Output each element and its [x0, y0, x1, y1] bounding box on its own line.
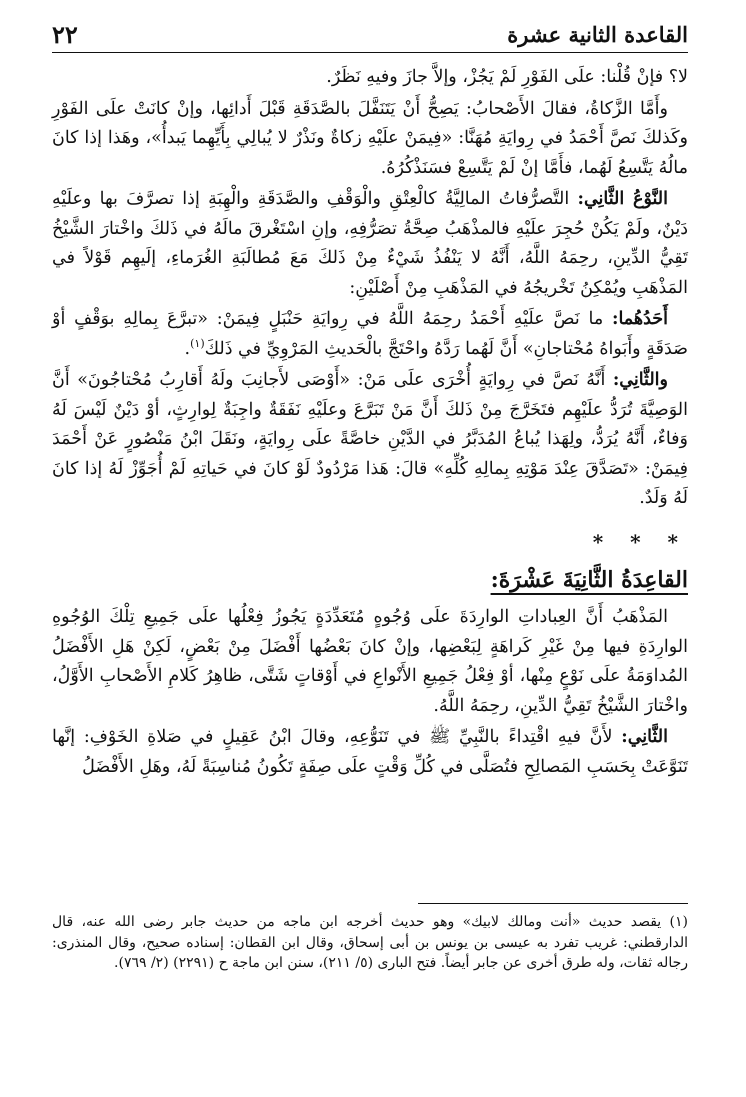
page-body	[52, 63, 688, 782]
paragraph-7-lead: الثَّانِي:	[621, 727, 668, 747]
paragraph-5-text: أَنَّهُ نَصَّ في رِوايَةٍ أُخْرَى علَى مَنْ: «أَوْصَى لأَجانِبَ ولَهُ أَقارِبُ مُحْتاجُونَ» أَنَّ الوَصِيَّةَ تُرَدُّ علَيْهِم فتَخَرَّجَ مِنْ ذَلكَ أَنَّ مَنْ تَبَرَّعَ وعلَيْهِ نَفَقَةٌ واجِبَةٌ لِوارِثٍ، أوْ دَيْنٌ لَيْسَ لَهُ وَفاءٌ، أَنَّهُ يُرَدُّ، ولِهَذا يُباعُ المُدَبَّرُ في الدَّيْنِ خاصَّةً علَى رِوايَةٍ، ونَقَلَ ابْنُ مَنْصُورٍ عَنْ أَحْمَدَ فِيمَنْ: «تَصَدَّقَ عِنْدَ مَوْتِهِ بِمالِهِ كُلِّهِ» قالَ: هَذا مَرْدُودٌ لَوْ كانَ في حَياتِهِ لَمْ أُجَوِّزْ لَهُ إذا كانَ لَهُ وَلَدٌ.	[52, 370, 688, 508]
footnote: (١) يقصد حديث «أنت ومالك لابيك» وهو حديث أخرجه ابن ماجه من حديث جابر رضى الله عنه، قال الدارقطني: غريب تفرد به عيسى بن يونس بن أبى إسحاق، وقال ابن القطان: إسناده صحيح، وقال المنذرى: رجاله ثقات، وله طرق أخرى عن جابر أيضاً. فتح البارى (٥/ ٢١١)، سنن ابن ماجة ح (٢٢٩١) (٢/ ٧٦٩).	[52, 914, 688, 971]
paragraph-4-end: .	[184, 338, 191, 359]
paragraph-3-text: التَّصرُّفاتُ المالِيَّةُ كالْعِتْقِ والْوَقْفِ والصَّدَقَةِ والْهِبَةِ إذا تصرَّفَ بها وعلَيْهِ دَيْنٌ، ولَمْ يَكُنْ حُجِرَ علَيْهِ فالمذْهَبُ صِحَّةُ تصَرُّفِهِ، وإنِ اسْتَغْرقَ مالَهُ في ذَلكَ واخْتارَ الشَّيْخُ تَقِيُّ الدِّينِ، رحِمَهُ اللَّهُ، أَنَّهُ لا يَنْفُذُ شَيْءٌ مِنْ ذَلكَ مَعَ مُطالَبَةِ الغُرَماءِ، إلَيهِم قَوْلاً في المَذْهَبِ ويُمْكِنُ تَخْريجُهُ في المَذْهَبِ مِنْ أَصْلَيْنِ:	[52, 189, 689, 298]
paragraph-5-lead: والثَّانِي:	[612, 370, 668, 390]
rule-heading: القاعِدَةُ الثَّانِيَةَ عَشْرَةَ:	[490, 567, 688, 593]
paragraph-3	[52, 185, 688, 303]
paragraph-4	[52, 305, 688, 364]
paragraph-7-text: لأَنَّ فيهِ اقْتِداءً بالنَّبِيِّ ﷺ في تَنَوُّعِهِ، وقالَ ابْنُ عَقِيلٍ في صَلاةِ الخَوْفِ: إنَّها تَنَوَّعَتْ بِحَسَبِ المَصالِحِ فتُصَلَّى في كُلِّ وَقْتٍ علَى صِفَةٍ تَكُونُ مُناسِبَةً لَهُ، وهَلِ الأَفْضَلُ	[52, 727, 688, 777]
paragraph-2: وأَمَّا الزَّكاةُ، فقالَ الأَصْحابُ: يَصِحُّ أَنْ يَتَنَفَّلَ بالصَّدَقَةِ قَبْلَ أَدائِها، وإنْ كانَتْ علَى الفَوْرِ وكَذلكَ نَصَّ أَحْمَدُ في رِوايَةِ مُهَنَّا: «فِيمَنْ علَيْهِ زكاةٌ ونَذْرٌ لا يُبالِي بِأَيِّهِما يَبدأُ»، وهَذا إذا كانَ مالُهُ يَتَّسِعُ لَهُما، فأَمَّا إنْ لَمْ يَتَّسِعْ فسَنَذْكُرُهُ.	[52, 98, 688, 178]
footnote-divider	[418, 903, 688, 904]
page-header	[52, 22, 688, 53]
paragraph-4-lead: أَحَدُهُما:	[611, 309, 668, 329]
paragraph-3-lead: النَّوْعُ الثَّانِي:	[577, 189, 668, 209]
section-separator: * * *	[592, 529, 688, 554]
paragraph-1: لا؟ فإنْ قُلْنا: علَى الفَوْرِ لَمْ يَجُزْ، وإلاَّ جازَ وفيهِ نَظَرٌ.	[326, 67, 688, 87]
paragraph-5	[52, 366, 688, 514]
paragraph-7	[52, 723, 688, 782]
footnote-marker[interactable]: (١)	[190, 336, 205, 350]
paragraph-6: المَذْهَبُ أَنَّ العِباداتِ الوارِدَةَ علَى وُجُوهٍ مُتَعَدِّدَةٍ يَجُوزُ فِعْلُها علَى جَمِيعِ تِلْكَ الوُجُوهِ الوارِدَةِ فيها مِنْ غَيْرِ كَراهَةٍ لِبَعْضِها، وإنْ كانَ بَعْضُها أَفْضَلَ مِنْ بَعْضٍ، لَكِنْ هَلِ الأَفْضَلُ المُداوَمَةُ علَى نَوْعٍ مِنْها، أوْ فِعْلُ جَمِيعِ الأَنْواعِ في أَوْقاتٍ شَتَّى، ظاهِرُ كَلامِ الأَصْحابِ الأَوَّلُ، واخْتارَ الشَّيْخُ تَقِيُّ الدِّينِ، رحِمَهُ اللَّهُ.	[52, 607, 688, 716]
page-number: ٢٢	[52, 20, 78, 49]
running-title: القاعدة الثانية عشرة	[507, 22, 688, 47]
paragraph-4-text: ما نَصَّ علَيْهِ أَحْمَدُ رحِمَهُ اللَّهُ في رِوايَةِ حَنْبَلٍ فِيمَنْ: «تبرَّعَ بِمالِهِ بوَقْفٍ أوْ صَدَقَةٍ وأَبَواهُ مُحْتاجانِ» أَنَّ لَهُما رَدَّهُ واحْتَجَّ بالْحَديثِ المَرْوِيِّ في ذَلكَ	[52, 309, 688, 359]
